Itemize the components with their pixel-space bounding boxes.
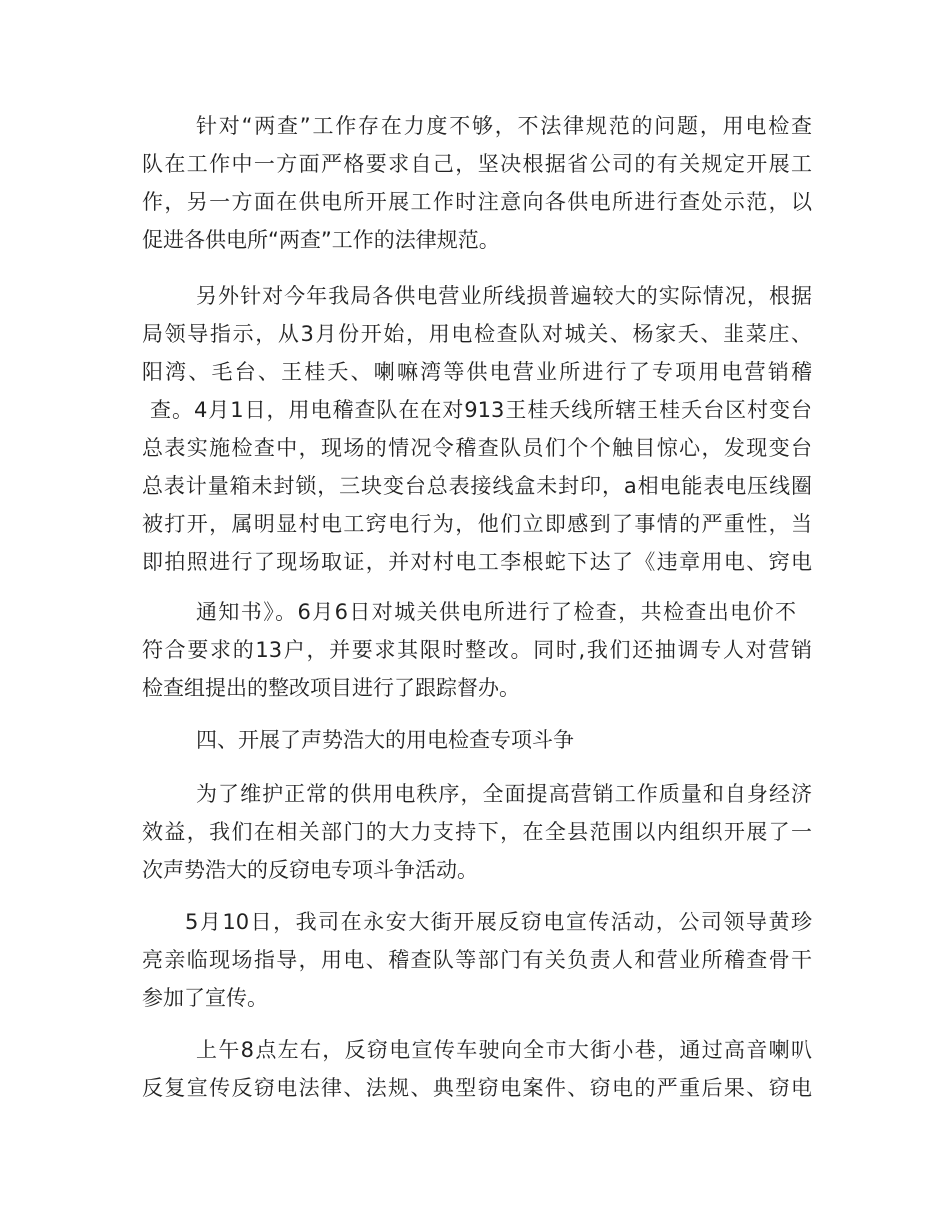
- text-line: 效益，我们在相关部门的大力支持下，在全县范围以内组织开展了一: [142, 820, 812, 844]
- text-line: 检查组提出的整改项目进行了跟踪督办。: [142, 676, 520, 700]
- text-line: 5月10日，我司在永安大街开展反窃电宣传活动，公司领导黄珍: [185, 910, 812, 934]
- text-line: 查。4月1日，用电稽查队在在对913王桂夭线所辖王桂夭台区村变台: [150, 398, 812, 422]
- text-line: 通知书》。6月6日对城关供电所进行了检查，共检查出电价不: [196, 600, 796, 624]
- text-line: 针对“两查”工作存在力度不够，不法律规范的问题，用电检查: [196, 114, 812, 138]
- text-line: 另外针对今年我局各供电营业所线损普遍较大的实际情况，根据: [196, 284, 812, 308]
- text-line: 参加了宣传。: [142, 986, 268, 1010]
- text-line: 即拍照进行了现场取证，并对村电工李根蛇下达了《违章用电、窍电: [142, 550, 812, 574]
- text-line: 促进各供电所“两查”工作的法律规范。: [142, 228, 500, 252]
- text-line: 上午8点左右，反窃电宣传车驶向全市大街小巷，通过高音喇叭: [196, 1038, 812, 1062]
- text-line: 次声势浩大的反窃电专项斗争活动。: [142, 858, 478, 882]
- text-line: 总表实施检查中，现场的情况令稽查队员们个个触目惊心，发现变台: [142, 436, 812, 460]
- text-line: 阳湾、毛台、王桂夭、喇嘛湾等供电营业所进行了专项用电营销稽: [142, 360, 812, 384]
- text-line: 局领导指示，从3月份开始，用电检查队对城关、杨家夭、韭菜庄、: [142, 322, 812, 346]
- section-heading: 四、开展了声势浩大的用电检查专项斗争: [196, 728, 574, 752]
- text-line: 作，另一方面在供电所开展工作时注意向各供电所进行查处示范，以: [142, 190, 812, 214]
- text-line: 队在工作中一方面严格要求自己，坚决根据省公司的有关规定开展工: [142, 152, 812, 176]
- text-line: 被打开，属明显村电工窍电行为，他们立即感到了事情的严重性，当: [142, 512, 812, 536]
- text-line: 为了维护正常的供用电秩序，全面提高营销工作质量和自身经济: [196, 782, 812, 806]
- text-line: 总表计量箱未封锁，三块变台总表接线盒未封印，a相电能表电压线圈: [142, 474, 812, 498]
- text-line: 反复宣传反窃电法律、法规、典型窃电案件、窃电的严重后果、窃电: [142, 1076, 812, 1100]
- text-line: 符合要求的13户，并要求其限时整改。同时,我们还抽调专人对营销: [142, 638, 812, 662]
- text-line: 亮亲临现场指导，用电、稽查队等部门有关负责人和营业所稽查骨干: [142, 948, 812, 972]
